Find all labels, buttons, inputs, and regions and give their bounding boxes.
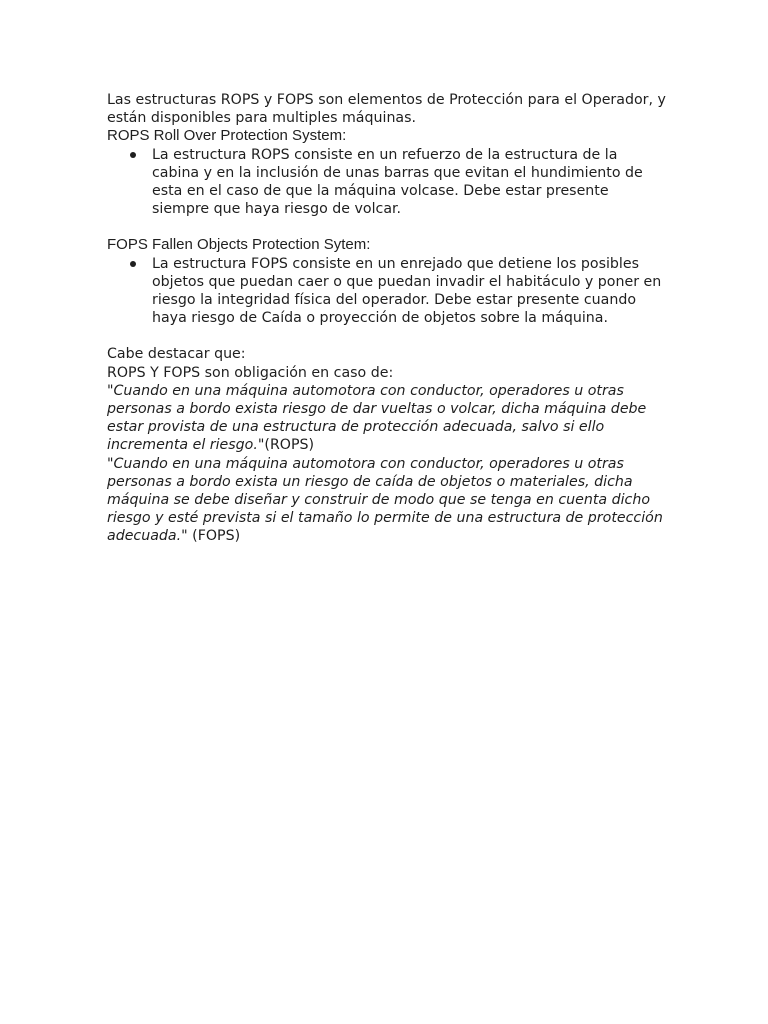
- bullet-icon: [130, 152, 136, 158]
- rops-quote-tag: (ROPS): [264, 437, 315, 454]
- fops-list: [107, 255, 667, 328]
- rops-list: [107, 146, 667, 219]
- intro-paragraph: Las estructuras ROPS y FOPS son elementos de Protección para el Operador, y están disponibles para multiples máquinas.: [107, 92, 666, 127]
- fops-quote-tag: (FOPS): [187, 528, 241, 545]
- paragraph-spacer: [107, 327, 667, 345]
- obligation-line: ROPS Y FOPS son obligación en caso de:: [107, 364, 394, 381]
- rops-quote-text: "Cuando en una máquina automotora con conductor, operadores u otras personas a bordo exista riesgo de dar vueltas o volcar, dicha máquina debe estar provista de una estructura de protección adecuada, salvo si ello incrementa el riesgo.": [107, 382, 647, 454]
- fops-quote: [107, 455, 667, 546]
- fops-description: La estructura FOPS consiste en un enrejado que detiene los posibles objetos que puedan caer o que puedan invadir el habitáculo y poner en riesgo la integridad física del operador. Debe estar presente cuando haya riesgo de Caída o proyección de objetos sobre la máquina.: [152, 255, 662, 327]
- document-page: [107, 91, 667, 546]
- paragraph-spacer: [107, 218, 667, 236]
- rops-list-item: [107, 146, 667, 219]
- rops-heading: ROPS Roll Over Protection System:: [107, 127, 347, 145]
- fops-quote-text: "Cuando en una máquina automotora con conductor, operadores u otras personas a bordo exista un riesgo de caída de objetos o materiales, dicha máquina se debe diseñar y construir de modo que se tenga en cuenta dicho riesgo y esté prevista si el tamaño lo permite de una estructura de protección adecuada.": [107, 455, 663, 545]
- rops-description: La estructura ROPS consiste en un refuerzo de la estructura de la cabina y en la inclusión de unas barras que evitan el hundimiento de esta en el caso de que la máquina volcase. Debe estar presente siempre que haya riesgo de volcar.: [152, 146, 643, 218]
- fops-heading: FOPS Fallen Objects Protection Sytem:: [107, 236, 371, 254]
- fops-list-item: [107, 255, 667, 328]
- rops-quote: [107, 382, 667, 455]
- bullet-icon: [130, 261, 136, 267]
- note-lead: Cabe destacar que:: [107, 346, 246, 363]
